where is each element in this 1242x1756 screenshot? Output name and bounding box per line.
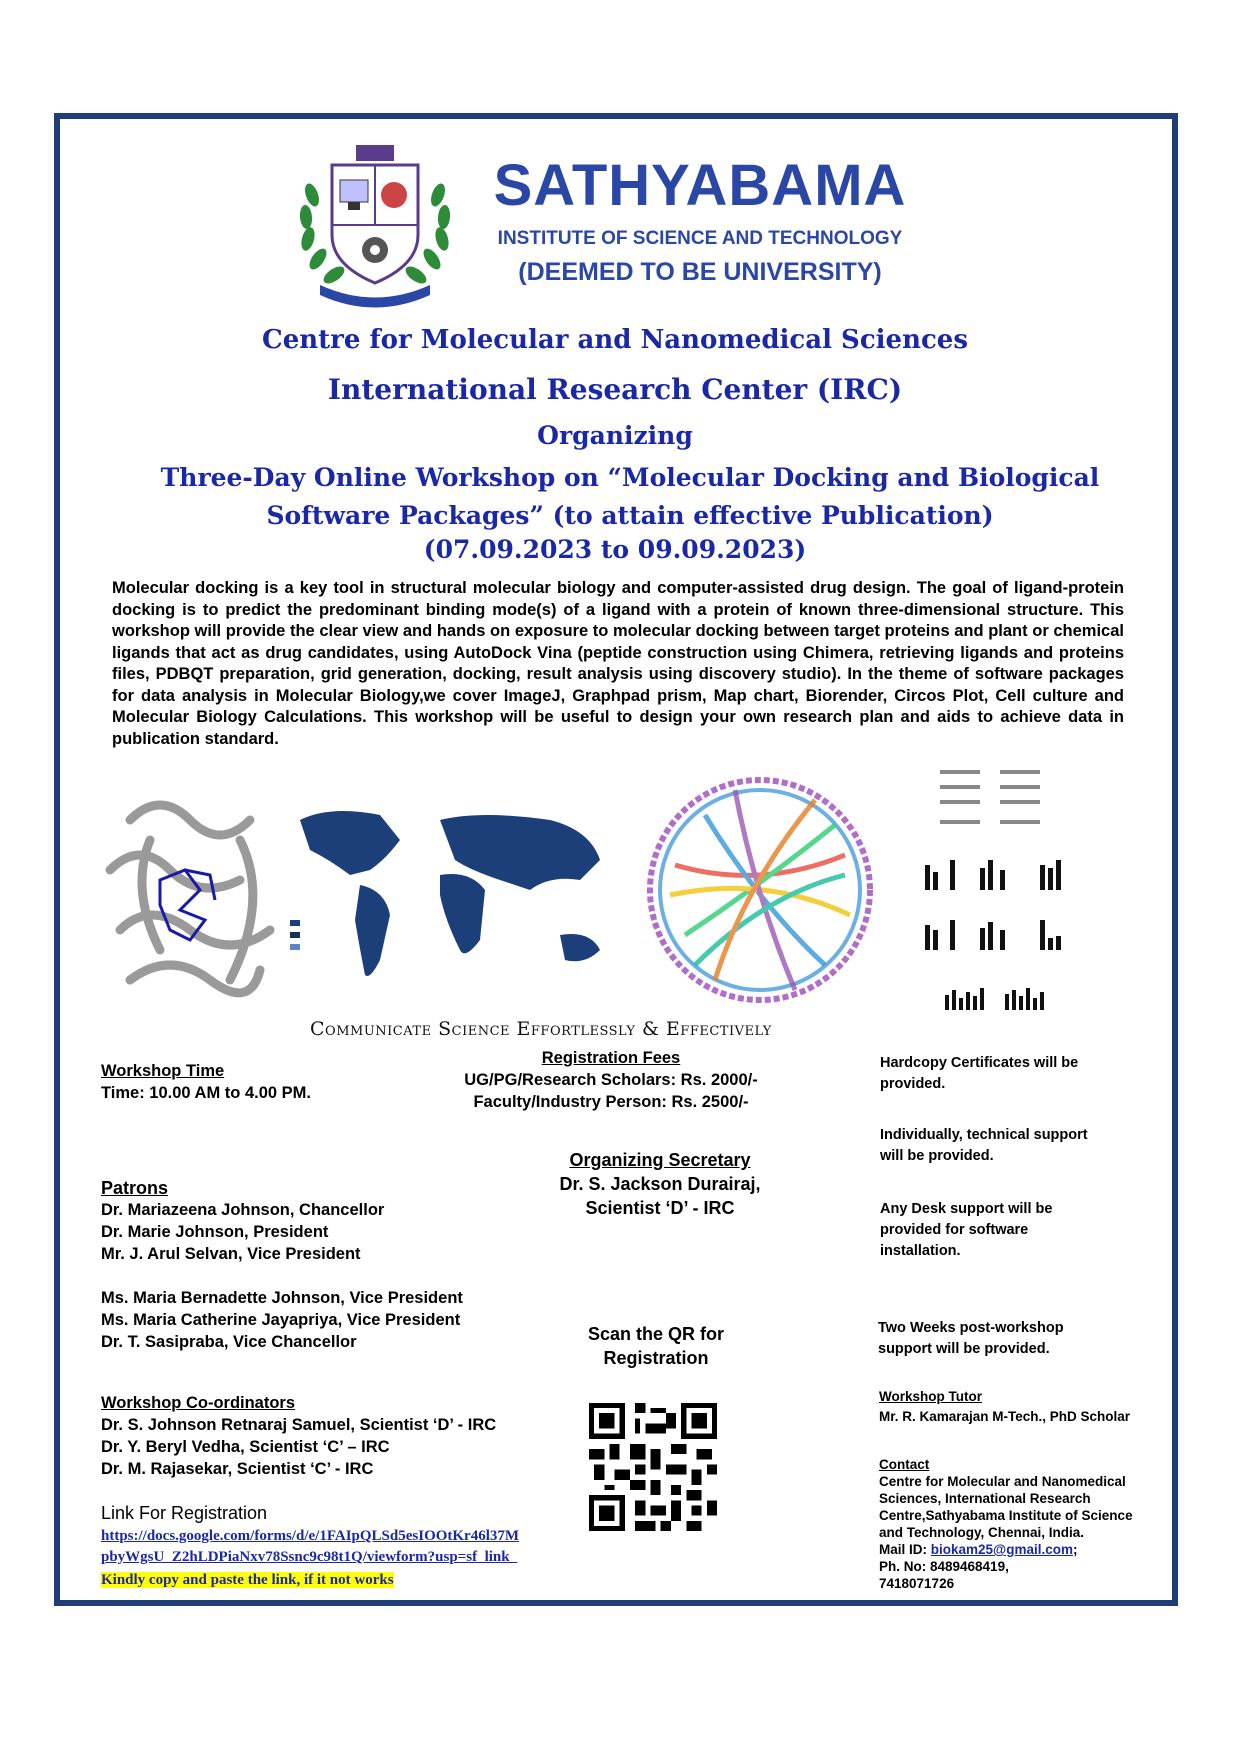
- irc-title: International Research Center (IRC): [327, 373, 903, 406]
- centre-title: Centre for Molecular and Nanomedical Sciences: [262, 325, 968, 355]
- tutor-block: [879, 1387, 1179, 1427]
- fees-line: UG/PG/Research Scholars: Rs. 2000/-: [464, 1071, 758, 1089]
- qr-caption: [556, 1322, 756, 1370]
- illustration-strip: [90, 760, 1090, 1020]
- fees-block: [436, 1047, 786, 1113]
- coordinator-item: Dr. Y. Beryl Vedha, Scientist ‘C’ – IRC: [101, 1438, 390, 1456]
- registration-link[interactable]: [101, 1526, 519, 1568]
- workshop-dates: (07.09.2023 to 09.09.2023): [423, 535, 807, 564]
- note-certificates: Hardcopy Certificates will be provided.: [880, 1055, 1079, 1092]
- coordinators-block: [101, 1392, 496, 1480]
- contact-mail-link[interactable]: biokam25@gmail.com: [930, 1542, 1073, 1557]
- tutor-name: Mr. R. Kamarajan M-Tech., PhD Scholar: [879, 1409, 1131, 1424]
- patron-item: Dr. Mariazeena Johnson, Chancellor: [101, 1201, 385, 1219]
- patron-item: Dr. T. Sasipraba, Vice Chancellor: [101, 1333, 357, 1351]
- secretary-role: Scientist ‘D’ - IRC: [585, 1198, 735, 1218]
- workshop-time-heading: Workshop Time: [101, 1062, 225, 1080]
- patron-item: Mr. J. Arul Selvan, Vice President: [101, 1245, 361, 1263]
- contact-block: [879, 1456, 1159, 1592]
- university-emblem: [290, 135, 460, 313]
- protein-structure-image: [90, 780, 290, 1020]
- circos-plot-image: [645, 765, 875, 1015]
- contact-mail: [879, 1541, 1159, 1558]
- world-map-image: [290, 800, 625, 1000]
- university-brand: [470, 155, 930, 289]
- patron-item: Ms. Maria Bernadette Johnson, Vice President: [101, 1289, 463, 1307]
- registration-heading: Link For Registration: [101, 1503, 268, 1523]
- bar-charts-image: [920, 760, 1090, 1020]
- fees-heading: Registration Fees: [541, 1049, 681, 1067]
- registration-link-line[interactable]: https://docs.google.com/forms/d/e/1FAIpQLSd5esIOOtKr46l37M: [101, 1528, 520, 1544]
- secretary-block: [510, 1148, 810, 1220]
- registration-block: [101, 1500, 519, 1591]
- university-subtitle: INSTITUTE OF SCIENCE AND TECHNOLOGY: [497, 228, 903, 249]
- contact-address: Centre for Molecular and Nanomedical Sciences, International Research Centre,Sathyabama Institute of Science and Technology, Chennai, India.: [879, 1474, 1133, 1540]
- note-post-workshop-support: Two Weeks post-workshop support will be provided.: [878, 1320, 1064, 1357]
- tutor-heading: Workshop Tutor: [879, 1389, 982, 1404]
- registration-qr-code[interactable]: [589, 1403, 717, 1531]
- secretary-name: Dr. S. Jackson Durairaj,: [559, 1174, 761, 1194]
- coordinator-item: Dr. S. Johnson Retnaraj Samuel, Scientist ‘D’ - IRC: [101, 1416, 497, 1434]
- qr-caption-line: Scan the QR for: [587, 1324, 725, 1344]
- note-technical-support: Individually, technical support will be provided.: [880, 1127, 1088, 1164]
- qr-caption-line: Registration: [603, 1348, 709, 1368]
- workshop-description: Molecular docking is a key tool in structural molecular biology and computer-assisted drug design. The goal of ligand-protein docking is to predict the predominant binding mode(s) of a ligand with a protein of known three-dimensional structure. This workshop will provide the clear view and hands on exposure to molecular docking between target proteins and plant or chemical ligands that act as drug candidates, using AutoDock Vina (peptide construction using Chimera, retrieving ligands and proteins files, PDBQT preparation, grid generation, docking, result analysis using discovery studio). In the theme of software packages for data analysis in Molecular Biology,we cover ImageJ, Graphpad prism, Map chart, Biorender, Circos Plot, Cell culture and Molecular Biology Calculations. This workshop will be useful to design your own research plan and aids to achieve data in publication standard.: [112, 579, 1124, 748]
- workshop-title: Three-Day Online Workshop on “Molecular Docking and Biological Software Packages” (to attain effective Publication): [160, 463, 1100, 530]
- contact-mail-suffix: ;: [1072, 1542, 1078, 1557]
- note-anydesk-support: Any Desk support will be provided for software installation.: [880, 1201, 1053, 1259]
- registration-note: Kindly copy and paste the link, if it not works: [101, 1572, 394, 1588]
- tagline: Communicate Science Effortlessly & Effectively: [310, 1018, 772, 1040]
- workshop-time-value: Time: 10.00 AM to 4.00 PM.: [101, 1084, 311, 1102]
- fees-line: Faculty/Industry Person: Rs. 2500/-: [473, 1093, 749, 1111]
- patron-item: Ms. Maria Catherine Jayapriya, Vice President: [101, 1311, 461, 1329]
- contact-heading: Contact: [879, 1457, 930, 1472]
- coordinator-item: Dr. M. Rajasekar, Scientist ‘C’ - IRC: [101, 1460, 374, 1478]
- organizing-label: Organizing: [537, 421, 693, 450]
- workshop-time-block: [101, 1060, 311, 1104]
- contact-mail-label: Mail ID:: [879, 1542, 931, 1557]
- secretary-heading: Organizing Secretary: [569, 1150, 751, 1170]
- coordinators-heading: Workshop Co-ordinators: [101, 1394, 296, 1412]
- university-name: SATHYABAMA: [493, 153, 907, 218]
- patrons-heading: Patrons: [101, 1178, 169, 1198]
- contact-phone: Ph. No: 8489468419,: [879, 1559, 1009, 1574]
- patron-item: Dr. Marie Johnson, President: [101, 1223, 329, 1241]
- university-deemed: (DEEMED TO BE UNIVERSITY): [518, 258, 882, 286]
- contact-phone: 7418071726: [879, 1576, 955, 1591]
- patrons-block: [101, 1177, 463, 1353]
- registration-link-line[interactable]: pbyWgsU_Z2hLDPiaNxv78Ssnc9c98t1Q/viewform?usp=sf_link_: [101, 1549, 518, 1565]
